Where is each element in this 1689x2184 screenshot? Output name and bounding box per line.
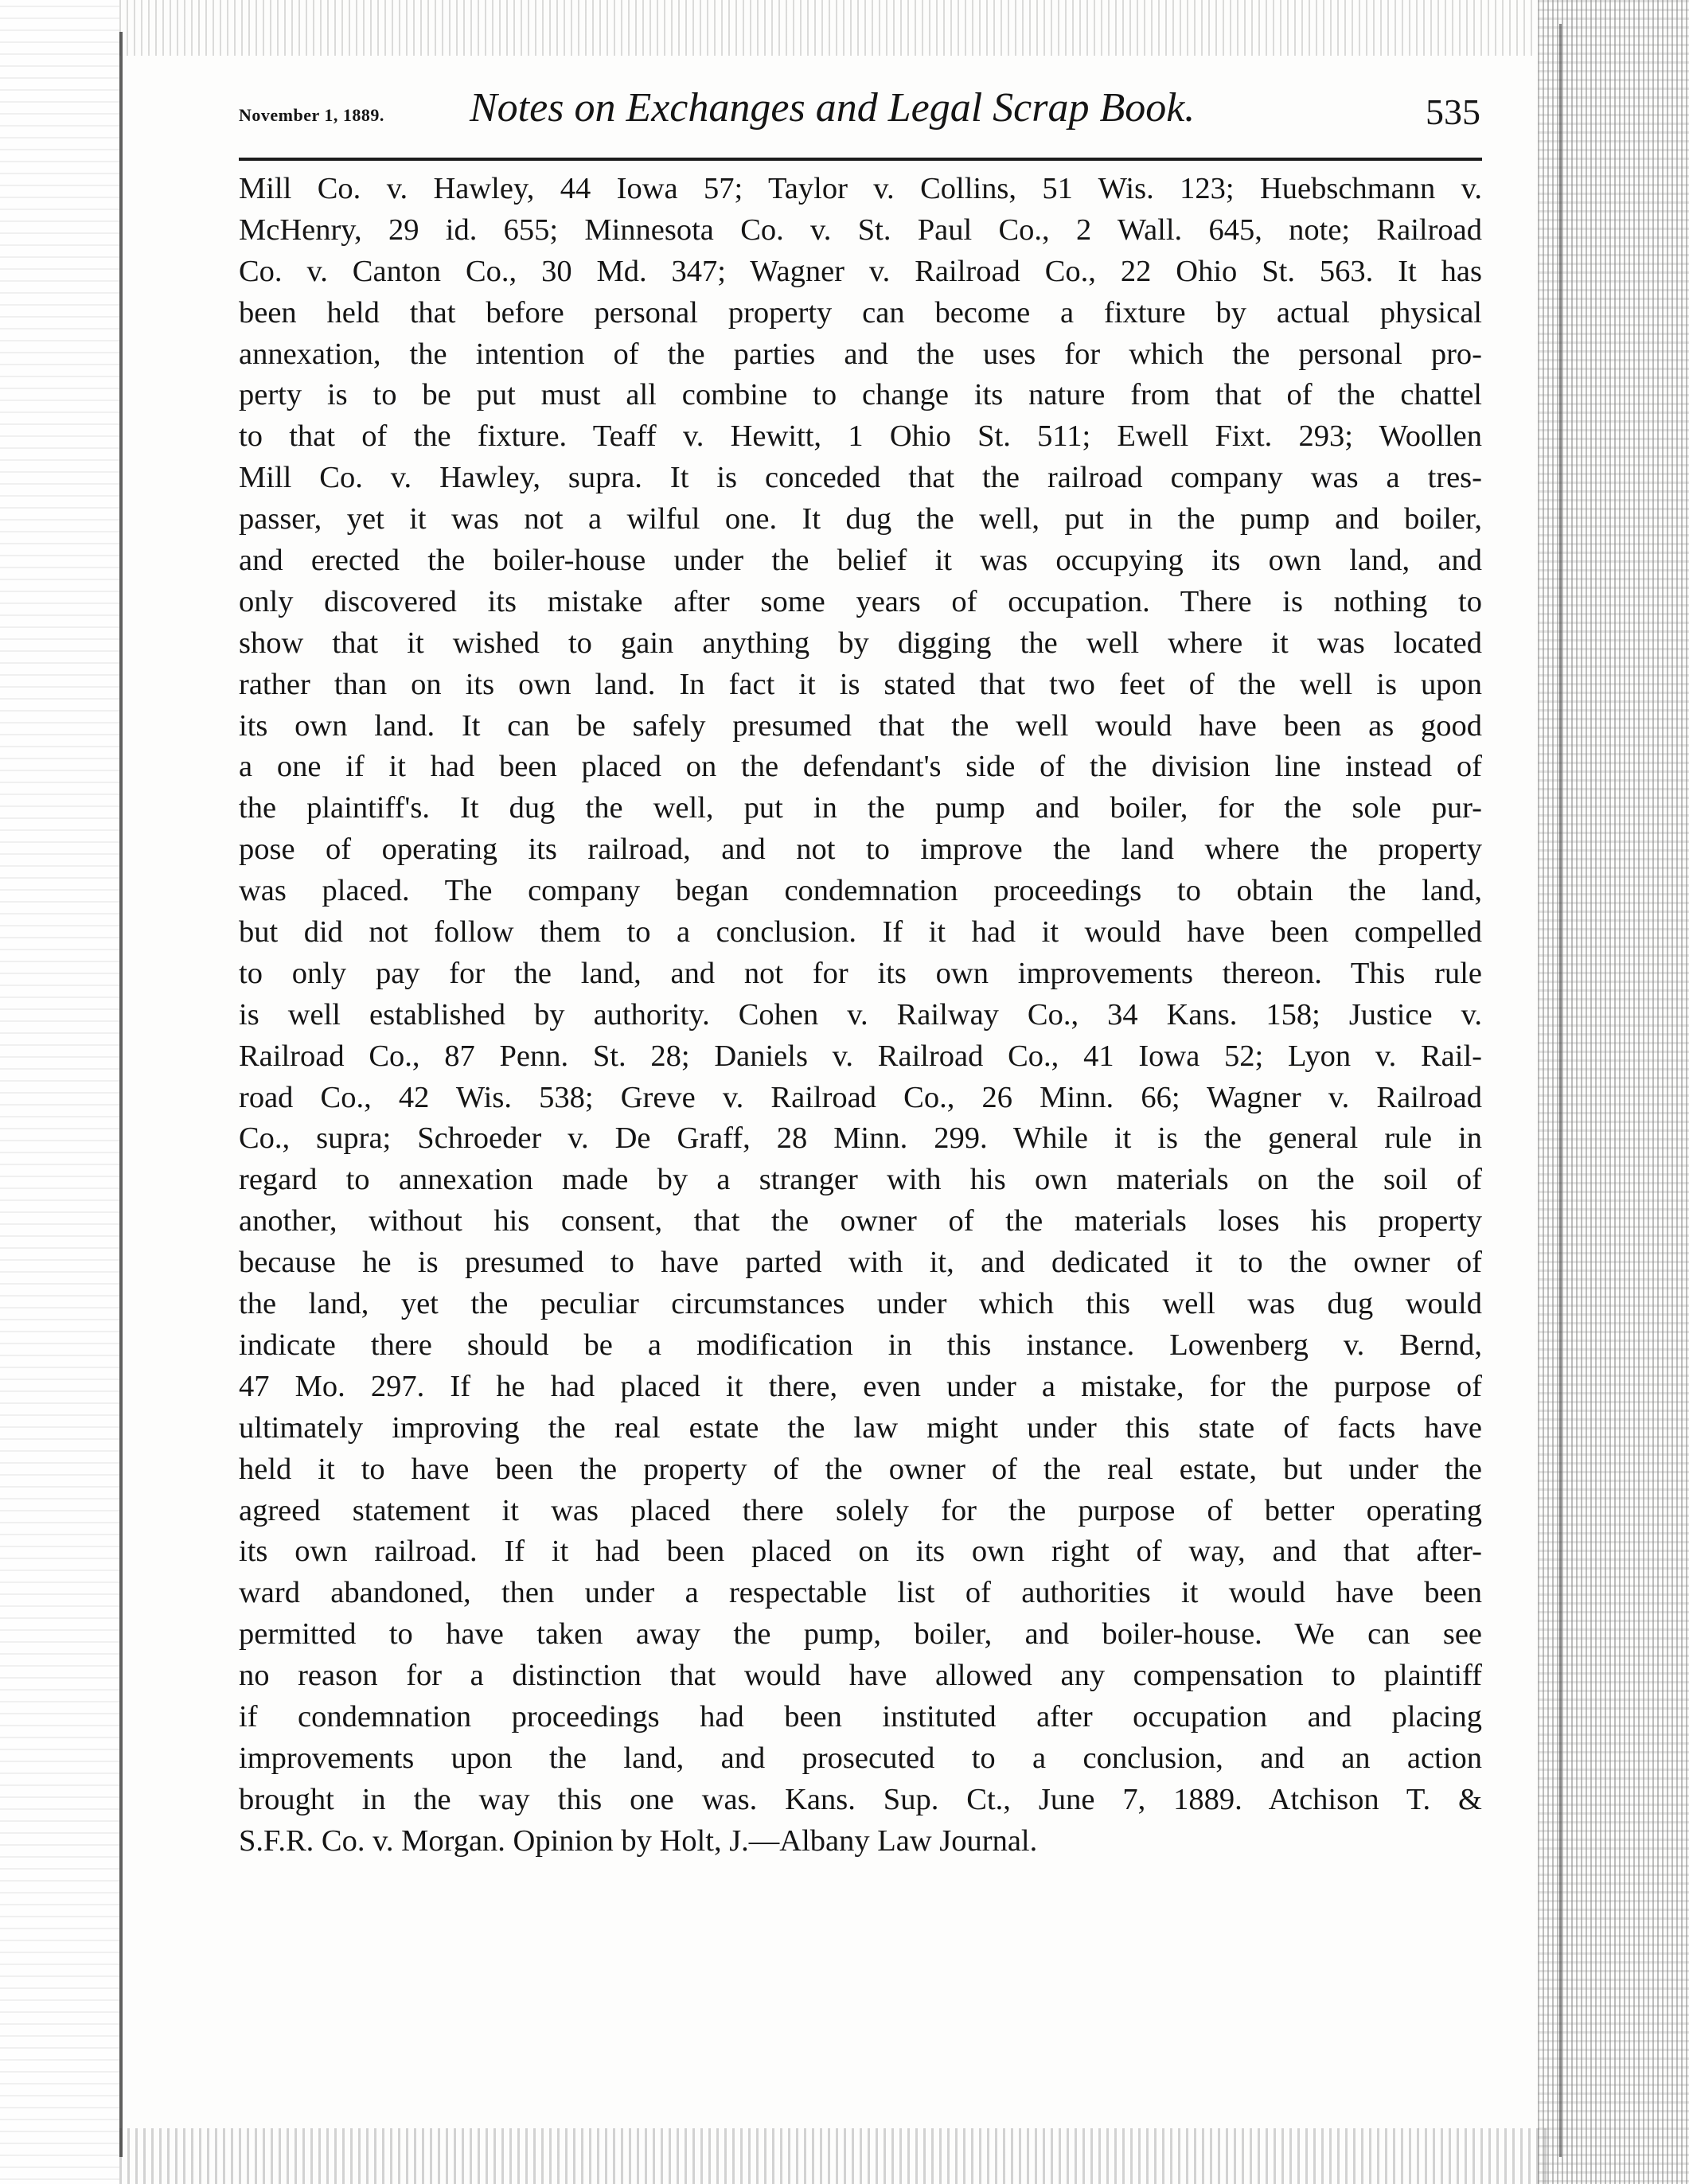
text-line: because he is presumed to have parted with it, and dedicated it to the owner of bbox=[239, 1246, 1482, 1280]
text-line: the land, yet the peculiar circumstances under which this well was dug would bbox=[239, 1287, 1482, 1321]
text-line: pose of operating its railroad, and not to improve the land where the property bbox=[239, 833, 1482, 867]
text-line: but did not follow them to a conclusion. If it had it would have been compelled bbox=[239, 915, 1482, 950]
text-line: brought in the way this one was. Kans. Sup. Ct., June 7, 1889. Atchison T. & bbox=[239, 1782, 1482, 1816]
text-line: Mill Co. v. Hawley, 44 Iowa 57; Taylor v. Collins, 51 Wis. 123; Huebschmann v. bbox=[239, 172, 1482, 205]
text-line: ward abandoned, then under a respectable list of authorities it would have been bbox=[239, 1576, 1482, 1610]
text-line: agreed statement it was placed there solely for the purpose of better operating bbox=[239, 1493, 1482, 1527]
text-line: and erected the boiler-house under the belief it was occupying its own land, and bbox=[239, 544, 1482, 578]
scan-noise-bottom bbox=[119, 2128, 1552, 2184]
text-line: Railroad Co., 87 Penn. St. 28; Daniels v. Railroad Co., 41 Iowa 52; Lyon v. Rail- bbox=[239, 1039, 1482, 1073]
text-line: if condemnation proceedings had been instituted after occupation and placing bbox=[239, 1699, 1482, 1734]
article-body bbox=[239, 169, 1482, 1862]
page-edge-left bbox=[119, 32, 123, 2157]
text-line: ultimately improving the real estate the law might under this state of facts have bbox=[239, 1410, 1482, 1445]
text-line: its own railroad. If it had been placed on its own right of way, and that after- bbox=[239, 1535, 1482, 1569]
text-line: held it to have been the property of the owner of the real estate, but under the bbox=[239, 1452, 1482, 1486]
text-line: perty is to be put must all combine to change its nature from that of the chattel bbox=[239, 378, 1482, 412]
text-line: McHenry, 29 id. 655; Minnesota Co. v. St. Paul Co., 2 Wall. 645, note; Railroad bbox=[239, 213, 1482, 247]
text-line: Co. v. Canton Co., 30 Md. 347; Wagner v. Railroad Co., 22 Ohio St. 563. It has bbox=[239, 254, 1482, 288]
text-line: show that it wished to gain anything by digging the well where it was located bbox=[239, 626, 1482, 660]
binding-shadow-left bbox=[0, 0, 119, 2184]
header-date: November 1, 1889. bbox=[239, 105, 384, 125]
scan-noise-top bbox=[119, 0, 1536, 56]
text-line: regard to annexation made by a stranger with his own materials on the soil of bbox=[239, 1163, 1482, 1197]
text-line: indicate there should be a modification in this instance. Lowenberg v. Bernd, bbox=[239, 1328, 1482, 1362]
text-line: rather than on its own land. In fact it is stated that two feet of the well is upon bbox=[239, 667, 1482, 701]
text-line: Co., supra; Schroeder v. De Graff, 28 Minn. 299. While it is the general rule in bbox=[239, 1121, 1482, 1156]
text-line: a one if it had been placed on the defendant's side of the division line instead of bbox=[239, 750, 1482, 784]
text-line: passer, yet it was not a wilful one. It dug the well, put in the pump and boiler, bbox=[239, 502, 1482, 536]
text-line: the plaintiff's. It dug the well, put in the pump and boiler, for the sole pur- bbox=[239, 791, 1482, 825]
text-line: improvements upon the land, and prosecuted to a conclusion, and an action bbox=[239, 1741, 1482, 1775]
text-line: permitted to have taken away the pump, boiler, and boiler-house. We can see bbox=[239, 1617, 1482, 1652]
text-line: been held that before personal property can become a fixture by actual physical bbox=[239, 295, 1482, 330]
text-line: to only pay for the land, and not for its own improvements thereon. This rule bbox=[239, 956, 1482, 990]
text-line: another, without his consent, that the owner of the materials loses his property bbox=[239, 1204, 1482, 1238]
text-line: to that of the fixture. Teaff v. Hewitt, 1 Ohio St. 511; Ewell Fixt. 293; Woollen bbox=[239, 419, 1482, 454]
text-line: 47 Mo. 297. If he had placed it there, even under a mistake, for the purpose of bbox=[239, 1369, 1482, 1403]
text-line: Mill Co. v. Hawley, supra. It is conceded that the railroad company was a tres- bbox=[239, 461, 1482, 495]
text-line: was placed. The company began condemnation proceedings to obtain the land, bbox=[239, 874, 1482, 908]
header-title: Notes on Exchanges and Legal Scrap Book. bbox=[470, 85, 1196, 131]
header-rule bbox=[239, 158, 1482, 161]
text-line: its own land. It can be safely presumed that the well would have been as good bbox=[239, 708, 1482, 743]
text-line: no reason for a distinction that would have allowed any compensation to plaintiff bbox=[239, 1659, 1482, 1693]
running-header bbox=[239, 80, 1480, 151]
text-line: road Co., 42 Wis. 538; Greve v. Railroad Co., 26 Minn. 66; Wagner v. Railroad bbox=[239, 1080, 1482, 1114]
text-line: annexation, the intention of the parties and the uses for which the personal pro- bbox=[239, 337, 1482, 371]
page-number: 535 bbox=[1426, 92, 1480, 132]
page-edge-right bbox=[1559, 24, 1562, 2157]
text-line: only discovered its mistake after some years of occupation. There is nothing to bbox=[239, 584, 1482, 618]
text-line: S.F.R. Co. v. Morgan. Opinion by Holt, J.—Albany Law Journal. bbox=[239, 1823, 1038, 1858]
text-line: is well established by authority. Cohen v. Railway Co., 34 Kans. 158; Justice v. bbox=[239, 997, 1482, 1032]
